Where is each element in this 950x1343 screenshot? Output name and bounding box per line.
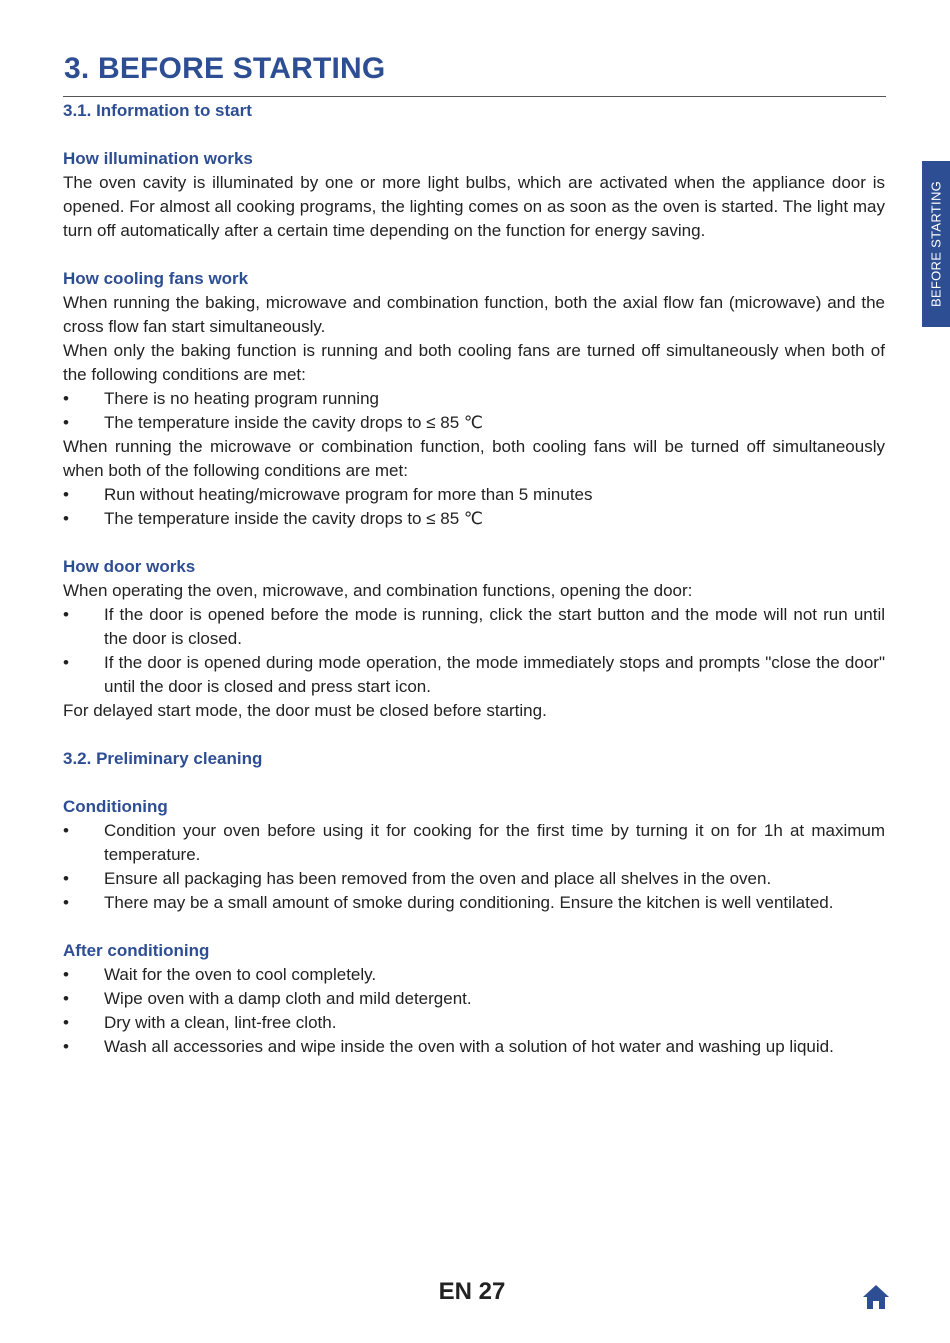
bullet-icon: • [63,1013,69,1032]
list-item: • Wash all accessories and wipe inside the oven with a solution of hot water and washing up liquid. [63,1035,885,1059]
paragraph-cooling-3: When running the microwave or combination function, both cooling fans will be turned off simultaneously when both of the following conditions are met: [63,437,885,480]
section-heading-info: 3.1. Information to start [63,101,252,120]
page-title: 3. BEFORE STARTING [64,52,386,85]
paragraph-door-2: For delayed start mode, the door must be closed before starting. [63,701,547,720]
bullet-icon: • [63,821,69,840]
title-divider [63,96,886,97]
bullet-icon: • [63,893,69,912]
bullet-icon: • [63,869,69,888]
subheading-after-conditioning: After conditioning [63,941,210,960]
home-icon[interactable] [862,1284,890,1310]
subheading-conditioning: Conditioning [63,797,168,816]
list-cooling-1 [63,387,885,435]
side-tab-label: BEFORE STARTING [928,180,944,308]
list-item: • The temperature inside the cavity drops to ≤ 85 ℃ [63,507,885,531]
page-number: EN 27 [438,1278,506,1305]
list-door [63,603,885,699]
paragraph-cooling-1: When running the baking, microwave and combination function, both the axial flow fan (microwave) and the cross flow fan start simultaneously. [63,293,885,336]
bullet-icon: • [63,389,69,408]
subheading-cooling: How cooling fans work [63,269,249,288]
list-item: • Condition your oven before using it for cooking for the first time by turning it on for 1h at maximum temperature. [63,821,885,864]
list-item: • Wait for the oven to cool completely. [63,963,885,987]
list-cooling-2 [63,483,885,531]
list-item: • If the door is opened before the mode is running, click the start button and the mode will not run until the door is closed. [63,605,885,648]
content [63,99,885,1059]
bullet-icon: • [63,653,69,672]
bullet-icon: • [63,485,69,504]
list-item: • The temperature inside the cavity drops to ≤ 85 ℃ [63,411,885,435]
subheading-door: How door works [63,557,196,576]
bullet-icon: • [63,509,69,528]
list-item: • Ensure all packaging has been removed from the oven and place all shelves in the oven. [63,867,885,891]
paragraph-door-1: When operating the oven, microwave, and combination functions, opening the door: [63,581,693,600]
list-conditioning [63,819,885,915]
side-tab[interactable] [922,161,950,327]
bullet-icon: • [63,989,69,1008]
section-heading-cleaning: 3.2. Preliminary cleaning [63,749,263,768]
list-item: • Run without heating/microwave program for more than 5 minutes [63,483,885,507]
subheading-illumination: How illumination works [63,149,253,168]
bullet-icon: • [63,605,69,624]
list-item: • If the door is opened during mode operation, the mode immediately stops and prompts "close the door" until the door is closed and press start icon. [63,653,885,696]
paragraph-illumination: The oven cavity is illuminated by one or more light bulbs, which are activated when the appliance door is opened. For almost all cooking programs, the lighting comes on as soon as the oven is started. The light may turn off automatically after a certain time depending on the function for energy saving. [63,173,885,240]
list-item: • Dry with a clean, lint-free cloth. [63,1011,885,1035]
bullet-icon: • [63,965,69,984]
list-item: • Wipe oven with a damp cloth and mild detergent. [63,987,885,1011]
list-after-conditioning [63,963,885,1059]
bullet-icon: • [63,413,69,432]
bullet-icon: • [63,1037,69,1056]
list-item: • There is no heating program running [63,387,885,411]
paragraph-cooling-2: When only the baking function is running and both cooling fans are turned off simultaneously when both of the following conditions are met: [63,341,885,384]
list-item: • There may be a small amount of smoke during conditioning. Ensure the kitchen is well ventilated. [63,891,885,915]
